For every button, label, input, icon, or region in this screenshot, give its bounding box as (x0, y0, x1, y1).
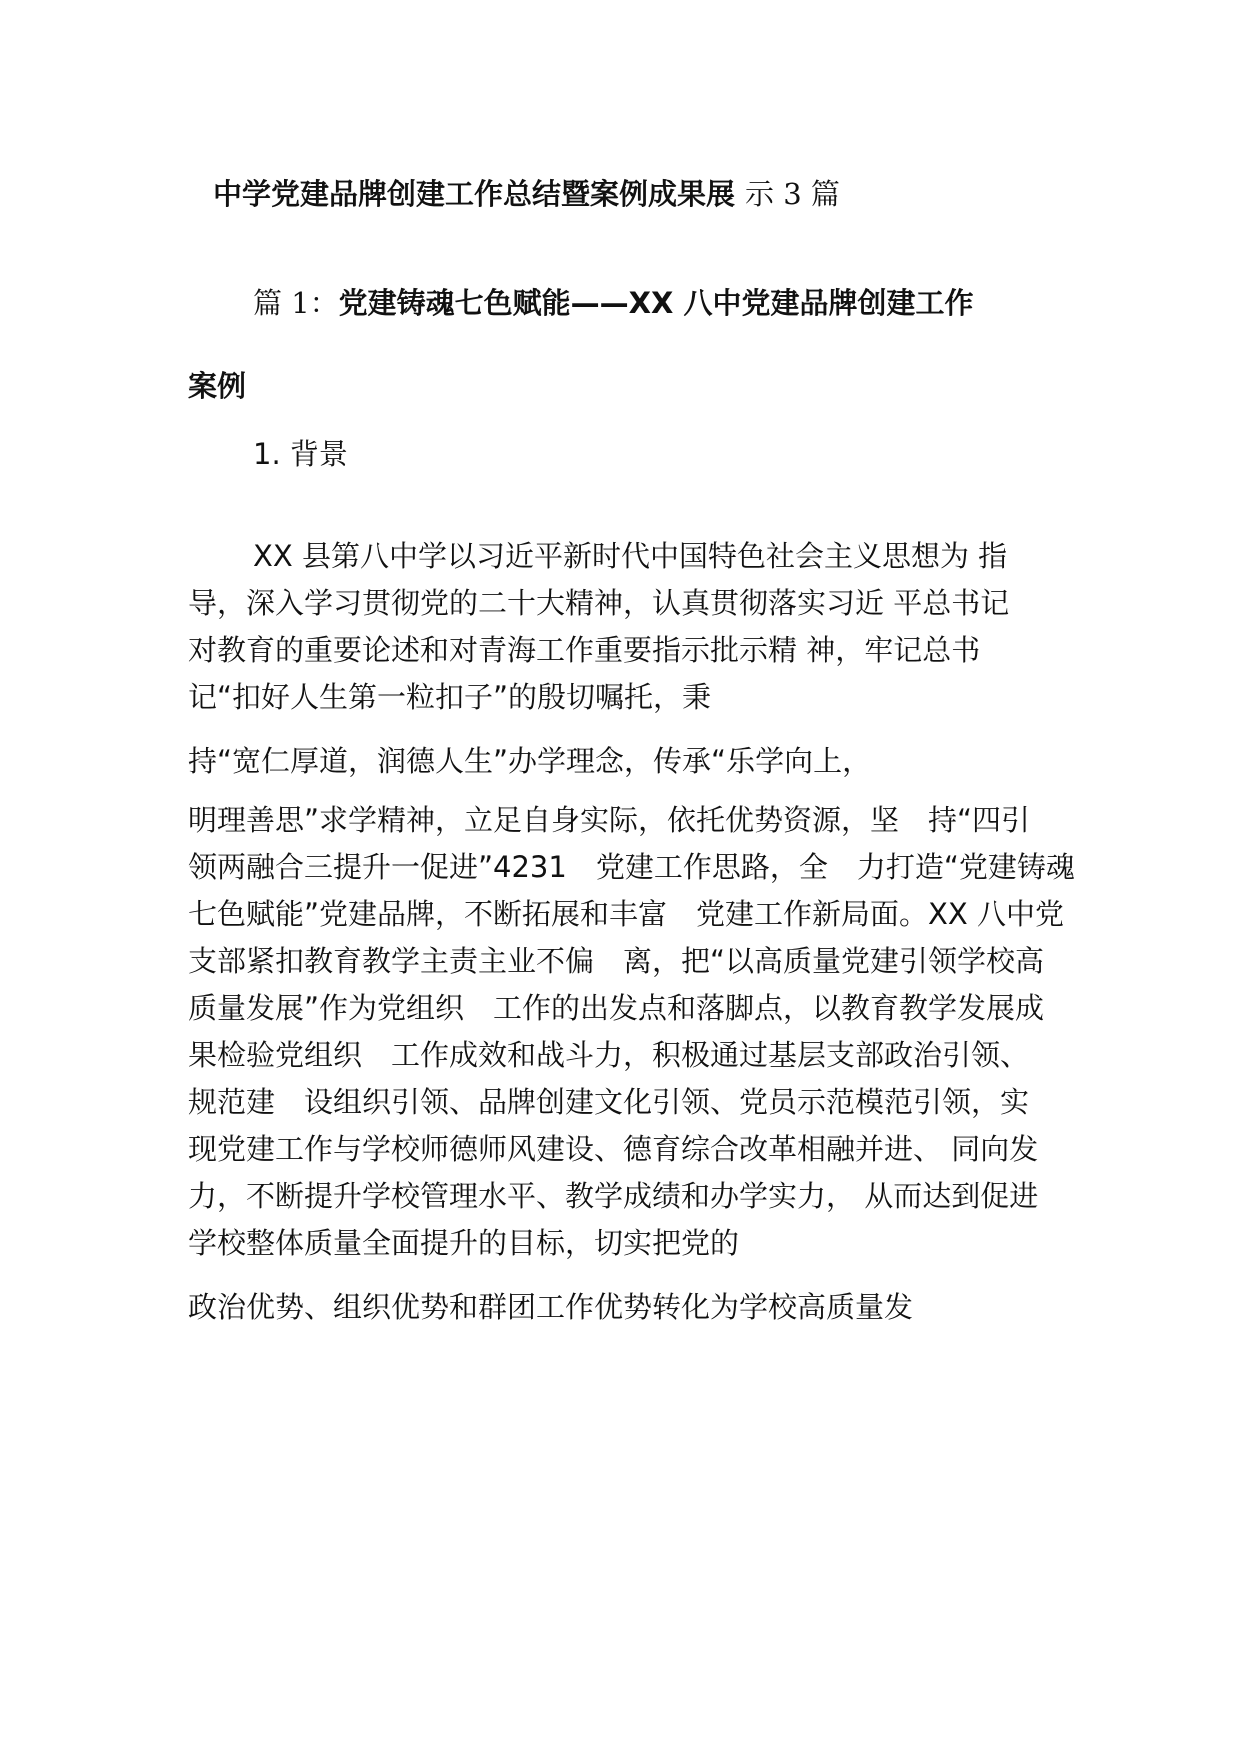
paragraph-line: 学校整体质量全面提升的目标，切实把党的 (188, 1226, 740, 1260)
paragraph-line: 记“扣好人生第一粒扣子”的殷切嘱托，秉 (188, 680, 712, 714)
paragraph-line: 现党建工作与学校师德师风建设、德育综合改革相融并进、 同向发 (188, 1132, 1039, 1166)
paragraph-line: XX 县第八中学以习近平新时代中国特色社会主义思想为 指 (253, 539, 1008, 573)
paragraph-line: 政治优势、组织优势和群团工作优势转化为学校高质量发 (188, 1290, 914, 1324)
document-title (213, 176, 840, 212)
paragraph-line: 力，不断提升学校管理水平、教学成绩和办学实力， 从而达到促进 (188, 1179, 1039, 1213)
subtitle-main: 党建铸魂七色赋能——XX 八中党建品牌创建工作 (338, 286, 974, 320)
title-suffix: 示 3 篇 (745, 177, 840, 211)
section-heading: 1. 背景 (253, 437, 348, 471)
title-main: 中学党建品牌创建工作总结暨案例成果展 (213, 177, 736, 211)
document-subtitle-continuation: 案例 (188, 369, 247, 403)
paragraph-line: 规范建 设组织引领、品牌创建文化引领、党员示范模范引领，实 (188, 1085, 1030, 1119)
paragraph-line: 领两融合三提升一促进”4231 党建工作思路，全 力打造“党建铸魂 (188, 850, 1075, 884)
paragraph-line: 导，深入学习贯彻党的二十大精神，认真贯彻落实习近 平总书记 (188, 586, 1010, 620)
paragraph-line: 对教育的重要论述和对青海工作重要指示批示精 神，牢记总书 (188, 633, 981, 667)
paragraph-line: 果检验党组织 工作成效和战斗力，积极通过基层支部政治引领、 (188, 1038, 1030, 1072)
subtitle-prefix: 篇 1： (253, 286, 339, 320)
paragraph-line: 持“宽仁厚道，润德人生”办学理念，传承“乐学向上， (188, 744, 872, 778)
paragraph-line: 明理善思”求学精神，立足自身实际，依托优势资源，坚 持“四引 (188, 803, 1031, 837)
paragraph-line: 七色赋能”党建品牌，不断拓展和丰富 党建工作新局面。XX 八中党 (188, 897, 1064, 931)
document-subtitle (253, 285, 974, 321)
paragraph-line: 质量发展”作为党组织 工作的出发点和落脚点，以教育教学发展成 (188, 991, 1045, 1025)
paragraph-line: 支部紧扣教育教学主责主业不偏 离，把“以高质量党建引领学校高 (188, 944, 1045, 978)
